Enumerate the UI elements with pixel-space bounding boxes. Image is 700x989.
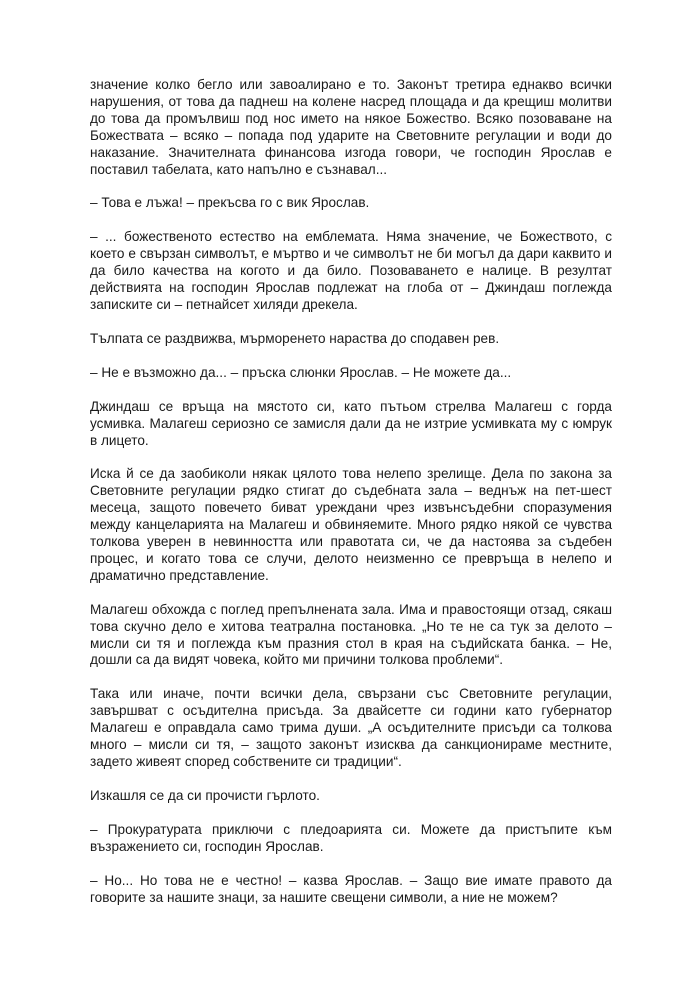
paragraph: значение колко бегло или завоалирано е то. Законът третира еднакво всички нарушения, от това да паднеш на колене насред площада и да крещиш молитви до това да промълвиш под нос името на някое Божество. Всяко позоваване на Божествата – всяко – попада под ударите на Световните регулации и води до наказание. Значителната финансова изгода говори, че господин Ярослав е поставил табелата, като напълно е съзнавал... [90, 77, 612, 177]
paragraph: – Не е възможно да... – пръска слюнки Ярослав. – Не можете да... [90, 364, 512, 380]
paragraph: Малагеш обхожда с поглед препълнената зала. Има и правостоящи отзад, сякаш това скучно дело е хитова театрална постановка. „Но те не са тук за делото – мисли си тя и поглежда към празния стол в края на съдийската банка. – Не, дошли са да видят човека, който ми причини толкова проблеми“. [90, 601, 612, 668]
paragraph: – Това е лъжа! – прекъсва го с вик Ярослав. [90, 195, 370, 211]
paragraph: Така или иначе, почти всички дела, свързани със Световните регулации, завършват с осъдителна присъда. За двайсетте си години като губернатор Малагеш е оправдала само трима души. „А осъдителните присъди са толкова много – мисли си тя, – защото законът изисква да санкционираме местните, задето живеят според собствените си традиции“. [90, 686, 612, 769]
document-body [90, 77, 612, 906]
paragraph: Джиндаш се връща на мястото си, като пътьом стрелва Малагеш с горда усмивка. Малагеш сериозно се замисля дали да не изтрие усмивката му с юмрук в лицето. [90, 398, 612, 448]
paragraph: Тълпата се раздвижва, мърморенето нараства до сподавен рев. [90, 330, 500, 346]
paragraph: Изкашля се да си прочисти гърлото. [90, 787, 320, 803]
paragraph: – Но... Но това не е честно! – казва Ярослав. – Защо вие имате правото да говорите за нашите знаци, за нашите свещени символи, а ние не можем? [90, 872, 612, 905]
paragraph: – Прокуратурата приключи с пледоарията си. Можете да пристъпите към възражението си, господин Ярослав. [90, 821, 612, 854]
paragraph: Иска й се да заобиколи някак цялото това нелепо зрелище. Дела по закона за Световните регулации рядко стигат до съдебната зала – веднъж на пет-шест месеца, защото повечето биват уреждани чрез извънсъдебни споразумения между канцеларията на Малагеш и обвиняемите. Много рядко някой се чувства толкова уверен в невинността или правотата си, че да настоява за съдебен процес, и когато това се случи, делото неизменно се превръща в нелепо и драматично представление. [90, 466, 612, 583]
paragraph: – ... божественото естество на емблемата. Няма значение, че Божеството, с което е свързан символът, е мъртво и че символът не би могъл да дари каквито и да било качества на когото и да било. Позоваването е налице. В резултат действията на господин Ярослав подлежат на глоба от – Джиндаш поглежда записките си – петнайсет хиляди дрекела. [90, 229, 612, 312]
